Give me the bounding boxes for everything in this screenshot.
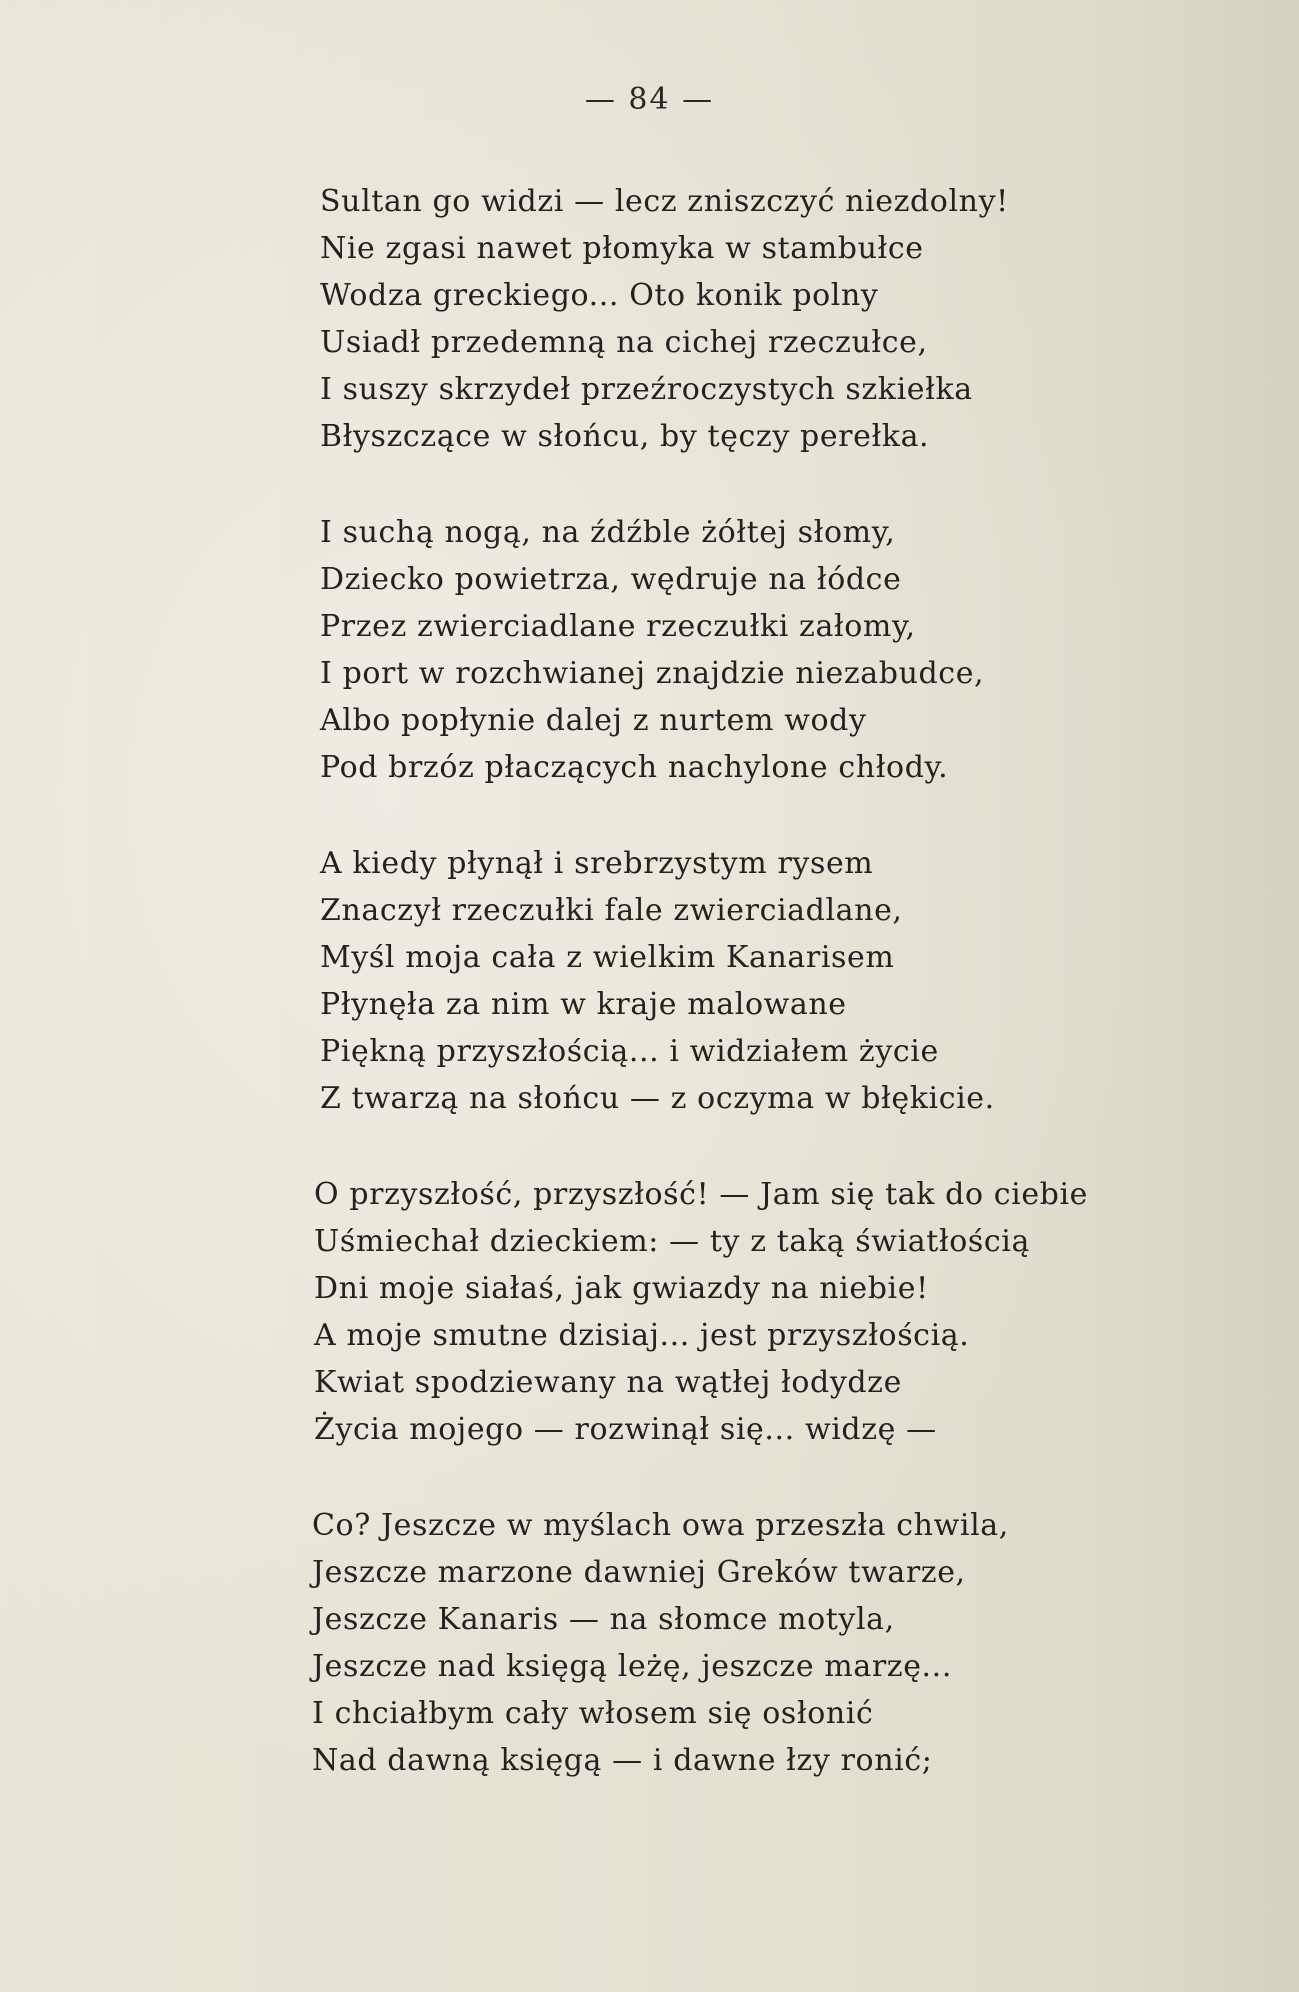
verse-line: I port w rozchwianej znajdzie niezabudce, xyxy=(320,656,985,691)
page-number: — 84 — xyxy=(584,82,715,117)
verse-line: Kwiat spodziewany na wątłej łodydze xyxy=(314,1365,902,1400)
verse-line: Z twarzą na słońcu — z oczyma w błękicie. xyxy=(320,1081,995,1116)
verse-line: Znaczył rzeczułki fale zwierciadlane, xyxy=(320,893,903,928)
verse-line: Usiadł przedemną na cichej rzeczułce, xyxy=(320,325,928,360)
verse-line: Jeszcze nad księgą leżę, jeszcze marzę... xyxy=(312,1649,952,1684)
verse-line: Pod brzóz płaczących nachylone chłody. xyxy=(320,750,949,785)
verse-line: Myśl moja cała z wielkim Kanarisem xyxy=(320,940,895,975)
verse-line: Piękną przyszłością... i widziałem życie xyxy=(320,1034,939,1069)
poem-text xyxy=(312,178,1220,1833)
verse-line: Dziecko powietrza, wędruje na łódce xyxy=(320,562,902,597)
verse-line: Nie zgasi nawet płomyka w stambułce xyxy=(320,231,924,266)
verse-line: I chciałbym cały włosem się osłonić xyxy=(312,1696,874,1731)
stanza-3 xyxy=(320,840,1220,1122)
verse-line: Dni moje siałaś, jak gwiazdy na niebie! xyxy=(314,1271,929,1306)
verse-line: Płynęła za nim w kraje malowane xyxy=(320,987,847,1022)
verse-line: Wodza greckiego... Oto konik polny xyxy=(320,278,879,313)
stanza-5 xyxy=(312,1502,1220,1784)
verse-line: A kiedy płynął i srebrzystym rysem xyxy=(320,846,874,881)
verse-line: Sultan go widzi — lecz zniszczyć niezdolny! xyxy=(320,184,1009,219)
verse-line: Życia mojego — rozwinął się... widzę — xyxy=(314,1412,937,1447)
verse-line: A moje smutne dzisiaj... jest przyszłością. xyxy=(314,1318,970,1353)
verse-line: Uśmiechał dzieckiem: — ty z taką światłością xyxy=(314,1224,1030,1259)
verse-line: Jeszcze Kanaris — na słomce motyla, xyxy=(312,1602,895,1637)
verse-line: O przyszłość, przyszłość! — Jam się tak do ciebie xyxy=(314,1177,1089,1212)
verse-line: Przez zwierciadlane rzeczułki załomy, xyxy=(320,609,916,644)
verse-line: Co? Jeszcze w myślach owa przeszła chwila, xyxy=(312,1508,1009,1543)
verse-line: I suszy skrzydeł przeźroczystych szkiełka xyxy=(320,372,973,407)
stanza-2 xyxy=(320,509,1220,791)
verse-line: Albo popłynie dalej z nurtem wody xyxy=(320,703,867,738)
stanza-4 xyxy=(314,1171,1220,1453)
verse-line: Błyszczące w słońcu, by tęczy perełka. xyxy=(320,419,930,454)
verse-line: I suchą nogą, na źdźble żółtej słomy, xyxy=(320,515,896,550)
stanza-1 xyxy=(320,178,1220,460)
verse-line: Jeszcze marzone dawniej Greków twarze, xyxy=(312,1555,966,1590)
verse-line: Nad dawną księgą — i dawne łzy ronić; xyxy=(312,1743,933,1778)
